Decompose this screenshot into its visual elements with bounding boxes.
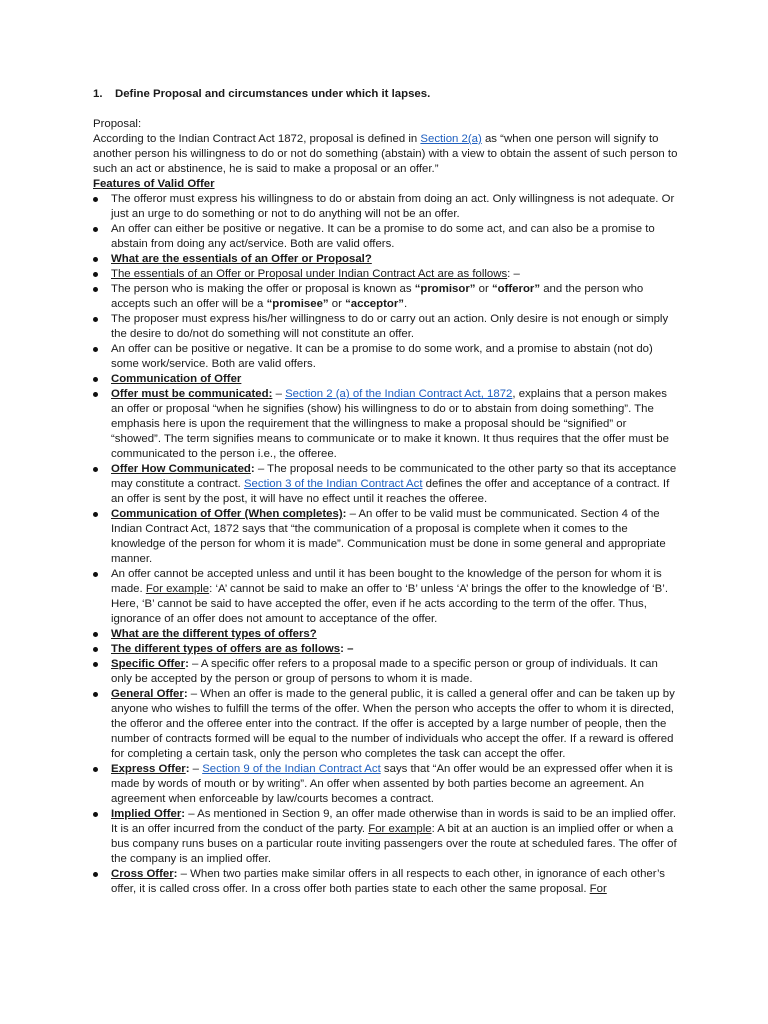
proposal-definition [93,132,678,177]
list-item: The essentials of an Offer or Proposal under Indian Contract Act are as follows: – [93,267,678,282]
list-item: The different types of offers are as follows: – [93,642,678,657]
list-item: An offer can be positive or negative. It can be a promise to do some work, and a promise to abstain (not do) some work/service. Both are valid offers. [93,342,678,372]
list-item [93,627,678,642]
list-item: General Offer: – When an offer is made to the general public, it is called a general offer and can be taken up by anyone who wishes to fulfill the terms of the offer. When the person who accepts the offer to whom it is directed, the offeror and the offeree enter into the contract. If the offer is accepted by a large number of people, then the number of contracts formed will be equal to the number of individuals who accept the offer. If a reward is offered for completing a certain task, only the person who completes the task can accept the offer. [93,687,678,762]
list-item [93,372,678,387]
heading-number: 1. [93,88,103,100]
list-item: The proposer must express his/her willingness to do or carry out an action. Only desire is not enough or simply the desire to do/not do something will not constitute an offer. [93,312,678,342]
definition-text: According to the Indian Contract Act 1872, proposal is defined in [93,133,418,145]
heading-text: Define Proposal and circumstances under which it lapses. [115,88,431,100]
list-item: Offer How Communicated: – The proposal needs to be communicated to the other party so that its acceptance may constitute a contract. Section 3 of the Indian Contract Act defines the offer and acceptance of a contract. If an offer is sent by the post, it will have no effect until it reaches the offeree. [93,462,678,507]
section-2a-link[interactable]: Section 2(a) [420,133,482,145]
section-9-link[interactable]: Section 9 of the Indian Contract Act [202,763,381,775]
list-item: Offer must be communicated: – Section 2 (a) of the Indian Contract Act, 1872, explains that a person makes an offer or proposal “when he signifies (show) his willingness to do or to abstain from doing something”. The emphasis here is upon the requirement that the willingness to make a proposal should be “signified” or “showed”. The term signifies means to communicate or to make it known. It thus requires that the offer must be communicated to the person i.e., the offeree. [93,387,678,462]
document-page [93,87,678,897]
communication-title: Communication of Offer [111,373,242,385]
list-item: An offer cannot be accepted unless and until it has been bought to the knowledge of the person for whom it is made. For example: ‘A’ cannot be said to make an offer to ‘B’ unless ‘A’ brings the offer to the knowledge of ‘B’. Here, ‘B’ cannot be said to have accepted the offer, even if he acts according to the term of the offer. Thus, ignorance of an offer does not amount to acceptance of the offer. [93,567,678,627]
list-item: Specific Offer: – A specific offer refers to a proposal made to a specific person or group of individuals. It can only be accepted by the person or group of persons to whom it is made. [93,657,678,687]
section-3-link[interactable]: Section 3 of the Indian Contract Act [243,478,423,490]
list-item: The offeror must express his willingness to do or abstain from doing an act. Only willingness is not adequate. Or just an urge to do something or not to do anything will not be an offer. [93,192,678,222]
list-item: The person who is making the offer or proposal is known as “promisor” or “offeror” and the person who accepts such an offer will be a “promisee” or “acceptor”. [93,282,678,312]
list-item: Implied Offer: – As mentioned in Section 9, an offer made otherwise than in words is said to be an implied offer. It is an offer incurred from the conduct of the party. For example: A bit at an auction is an implied offer or when a bus company runs buses on a particular route inviting passengers over the route at scheduled fares. The offer of the company is an implied offer. [93,807,678,867]
list-item [93,252,678,267]
question-heading [93,87,678,102]
list-item: Express Offer: – Section 9 of the Indian Contract Act says that “An offer would be an expressed offer when it is made by words of mouth or by writing”. An offer when assented by both parties become an agreement. An agreement when enforceable by law/courts becomes a contract. [93,762,678,807]
proposal-label: Proposal: [93,118,142,130]
essentials-question: What are the essentials of an Offer or Proposal? [111,253,372,265]
features-title: Features of Valid Offer [93,178,215,190]
list-item: Communication of Offer (When completes): – An offer to be valid must be communicated. Section 4 of the Indian Contract Act, 1872 says that “the communication of a proposal is complete when it comes to the knowledge of the person for whom it is made”. Communication must be done in some general and appropriate manner. [93,507,678,567]
section-2a-act-link[interactable]: Section 2 (a) of the Indian Contract Act, 1872 [285,388,513,400]
bullet-list [93,192,678,897]
types-question: What are the different types of offers? [111,628,317,640]
definition-text-cont: as “when one person will signify to another person his willingness to do or not do something (abstain) with a view to obtain the assent of such person to such an act or abstinence, he is said to make a proposal or an offer.” [93,133,678,175]
list-item: Cross Offer: – When two parties make similar offers in all respects to each other, in ignorance of each other’s offer, it is called cross offer. In a cross offer both parties state to each other the same proposal. For [93,867,678,897]
list-item: An offer can either be positive or negative. It can be a promise to do some act, and can also be a promise to abstain from doing any act/service. Both are valid offers. [93,222,678,252]
